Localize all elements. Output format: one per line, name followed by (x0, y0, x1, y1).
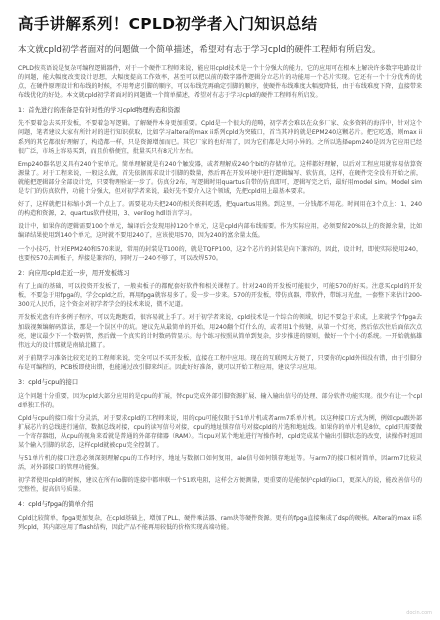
section-heading: 4：cpld与fpga的简单介绍 (18, 501, 94, 509)
body-paragraph: 对于前期学习准备比较充足的工程师来说，完全可以不买开发板，直接在工程中应用。现在的互联网太方便了，只要你的cpld外围没有错，由于引脚分布是可编程的，PCB板即使出错，也能通过改引脚来纠正。因此好好准备，就可以开始工程应用，建议学习应用。 (18, 354, 422, 371)
watermark: docin.com (406, 610, 432, 616)
document-body (18, 64, 422, 533)
section-heading: 2：向应用cpld走近一步，用开发板练习 (18, 269, 130, 277)
body-paragraph: 一个小技巧，针对EPM240和570来说，常用的封装是T100的，就是TQFP100，这2个芯片的封装是向下兼容的，因此，设计时，即使实际使用240，也要按570去画板子，焊接是兼容的，同时万一240不够了，可以改焊570。 (18, 245, 422, 262)
body-paragraph: 开发板光盘有许多例子程序，可以先跑跑看，很容易就上手了。对于初学者来说，cpld技术是一个综合的领域，切记不要急于求成，上来就学个fpga去加载视频编解码算法，那是一个误区中的坑。建议先从最简单的开始，用240翻个灯什么的，或者用1个按键，从第一个灯亮，然后依次往后面依次点亮，建议最少下一个数码管，然后做一个真实的计时数码管显示。每个练习按照从简单到复杂，步步推进的原则，做好一个个小的系统。一开始就搞雄伟远大的设计那就是南辕北辙了。 (18, 314, 422, 349)
body-paragraph: Cpld与cpu的接口端十分灵活，对于要求cpld的工程师来说，用的cpu可能仅限于51单片机或者arm7系单片机。以这种接口方式为例，例如cpu跟外部扩展芯片的总线进行通信，数据总线对接，cpu的读写信号对接，cpu的地址锁存信号对接cpld的片选和地址线。如果你的单片机是8位，cpld只需要做一个寄存器组，从cpu的视角来看就是普通的外部存储器（RAM）。当cpu对某个地址进行写操作时，cpld完成某个输出引脚状态的改变，读操作时返回某个输入引脚的状态，这样cpld就被cpu完全控制了。 (18, 414, 422, 449)
body-paragraph: 这个问题十分重要，因为cpld大部分应用的是cpu的扩展，替cpu完成外部引脚资源扩展、输入输出信号的处理、部分软件功能实现。很少有让一个cpld单独工作的。 (18, 392, 422, 409)
body-paragraph: 好了，这样就把目标缩小到一个点上了。需要花功夫把240的相关资料吃透，把quartus用熟。到这里，一分钱都不用花。时间用在3个点上：1、240的构造和资源，2、quartus软件使用，3、verilog hdl语言学习。 (18, 201, 422, 218)
section-heading: 1：首先进行的准备是有针对性的学习cpld物理构造和资源 (18, 106, 181, 114)
body-paragraph: 设计中，如果你的逻辑需要100个单元，编译后会发现用掉120个单元，这是cpld内部布线需要。作为实际应用，必须要留20%以上的资源余量，比如编译结果使用到140个单元，这时就不要用240了，应该使用570，因为240的富余量太低。 (18, 223, 422, 240)
page-title: 高手讲解系列！CPLD初学者入门知识总结 (18, 15, 318, 33)
intro-paragraph: 本文就cpld初学者面对的问题做一个简单描述，希望对有志于学习cpld的硬件工程师有所启发。 (18, 45, 381, 55)
body-paragraph: 与51单片机的接口注意必须深刻理解cpu的工作时序，地址与数据口如何复用，ale信号如何锁存地址等。与arm7的接口相对简单，因arm7比较灵活，对外部接口的管理功能强。 (18, 455, 422, 472)
body-paragraph: Emp240器名思义具有240个宏单元。简单理解就是有240个触发器，或者理解成240个bit的存储单元。这样都好理解，以后对工程应用就容易估算资源量了。对于工程来说，一般这么做，首先依据需求设计引脚的数量，然后再在开发环境中进行逻辑编写、软仿真，这样，在硬件完全没有开始之前，就能把逻辑部分全部设计完，只要物理验证一步了。仿真分2布，写逻辑时用quartus自带的仿真即可，逻辑写完之后，最好用model sim。Model sim是专门的仿真软件，功能十分强大，但对初学者来说，最好先不要介入这个领域，先把cpld用上最基本要求。 (18, 160, 422, 196)
body-paragraph: Cpld比较简单，fpga更加复杂，在cpld基础上，增加了PLL、硬件乘法器、ram块等硬件资源。更有的fpga直接集成了dsp的硬核。Altera的max ii系列cpld，其内部应用了flash结构，因此产品不能再用较低的价格实现高端功能。 (18, 514, 422, 532)
body-paragraph: CPLD按英语说是复杂可编程逻辑器件，对于一个硬件工程师来说，能应用cpld技术是一个十分强大的能力，它的应用可在根本上解决许多数字电路设计的问题，能大幅度改变设计思想，大幅度提高工作效率，甚至可以把以前的数字器件逻辑分立芯片的功能用一个芯片实现。它还有一个十分优秀的优点，在硬件原理设计和布线的时候，不用考虑引脚的顺序，可以布线完再确定引脚的顺序，使硬件布线难度大幅度降低，由于布线难度下降，直接带来布线优化的好处。本文就cpld初学者面对的问题做一个简单描述，希望对有志于学习cpld的硬件工程师有所启发。 (18, 64, 422, 99)
section-heading: 3：cpld与cpu的接口 (18, 379, 79, 387)
body-paragraph: 初学者使用cpld的时候，建议在所有io脚的连接中都串联一个51欧电阻，这样会方便测量，更重要的是能保护cpld的io口，更深入的说，能改善信号的完整性，提高信号质量。 (18, 477, 422, 494)
body-paragraph: 先不要着急去买开发板，不要着急写逻辑。了解硬件本身更加重要。Cpld是一个很大的范畴，初学者会难以在众多厂家、众多资料的海洋中，针对这个问题，笔者建议大家有所针对的进行知识获取，比如学习altera的max ii系列cpld为突破口，首当其冲的就是EPM240这颗芯片。把它吃透，则max ii系列的其它都很好理解了，构造都一样，只是资源增加而已。其它厂家的也好用了，因为它们都是大同小异的。之所以选择epm240是因为它应用已经很广泛，市场上容易买到，而且价格便宜，批量买只有8元片左右。 (18, 120, 422, 155)
body-paragraph: 有了上面的基础，可以投资开发板了，一般卖板子的都配套好软件和相关课程了。针对240的开发板可能很少，可能570的好买。注意买cpld的开发板，不要急于用fpga的，学会cpld之后，再用fpga就容易多了。爱一步一步来。570的开发板，带仿真器，带软件，带练习光盘，一套整下来估计200-300元人民币，这个资金对初学者学会的技术来说，微不足道。 (18, 283, 422, 309)
